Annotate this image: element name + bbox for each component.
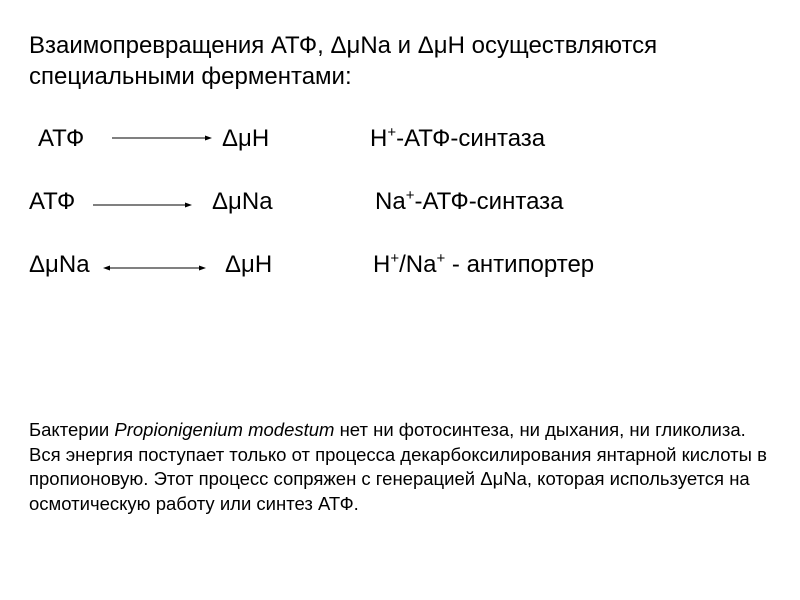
- reaction-1-enzyme-charge: +: [387, 124, 397, 141]
- reaction-2-enzyme-ion: Na: [375, 188, 406, 215]
- reaction-1-left: АТФ: [38, 125, 85, 152]
- description-paragraph: [29, 418, 769, 516]
- reaction-2-left: АТФ: [29, 188, 76, 215]
- reaction-3-enzyme: [373, 250, 594, 280]
- reaction-2-enzyme-charge: +: [405, 187, 415, 204]
- heading-line-1: Взаимопревращения АТФ, ΔμNa и ΔμH осуществляются: [29, 32, 658, 59]
- reaction-2-arrow-icon: [93, 201, 193, 209]
- reaction-2-enzyme-name: -АТФ-синтаза: [414, 188, 564, 215]
- reaction-1-enzyme-name: -АТФ-синтаза: [396, 125, 546, 152]
- heading: [29, 30, 769, 92]
- reaction-3-enzyme-charge: +: [390, 250, 400, 267]
- reaction-row-3: [0, 250, 800, 282]
- reaction-3-left: ΔμNa: [29, 251, 90, 278]
- reaction-1-enzyme: [370, 124, 545, 154]
- heading-line-2: специальными ферментами:: [29, 63, 352, 90]
- reaction-3-enzyme-charge-2: +: [436, 250, 446, 267]
- reaction-3-enzyme-ion-2: /Na: [399, 251, 437, 278]
- reaction-3-enzyme-name: - антипортер: [445, 251, 595, 278]
- reaction-2-enzyme: [375, 187, 564, 217]
- reaction-3-right: ΔμH: [225, 251, 273, 278]
- reaction-3-double-arrow-icon: [103, 264, 206, 272]
- species-name: Propionigenium modestum: [114, 419, 335, 440]
- reaction-1-enzyme-ion: H: [370, 125, 388, 152]
- reaction-row-2: [0, 187, 800, 219]
- reaction-row-1: [0, 124, 800, 156]
- paragraph-body: нет ни фотосинтеза, ни дыхания, ни гликолиза. Вся энергия поступает только от процесса декарбоксилирования янтарной кислоты в пропионовую. Этот процесс сопряжен с генерацией ΔμNa, которая используется на осмотическую работу или синтез АТФ.: [29, 419, 767, 514]
- reaction-2-right: ΔμNa: [212, 188, 273, 215]
- reaction-3-enzyme-ion: H: [373, 251, 391, 278]
- paragraph-intro: Бактерии: [29, 419, 115, 440]
- reaction-1-right: ΔμH: [222, 125, 270, 152]
- reaction-1-arrow-icon: [112, 134, 212, 142]
